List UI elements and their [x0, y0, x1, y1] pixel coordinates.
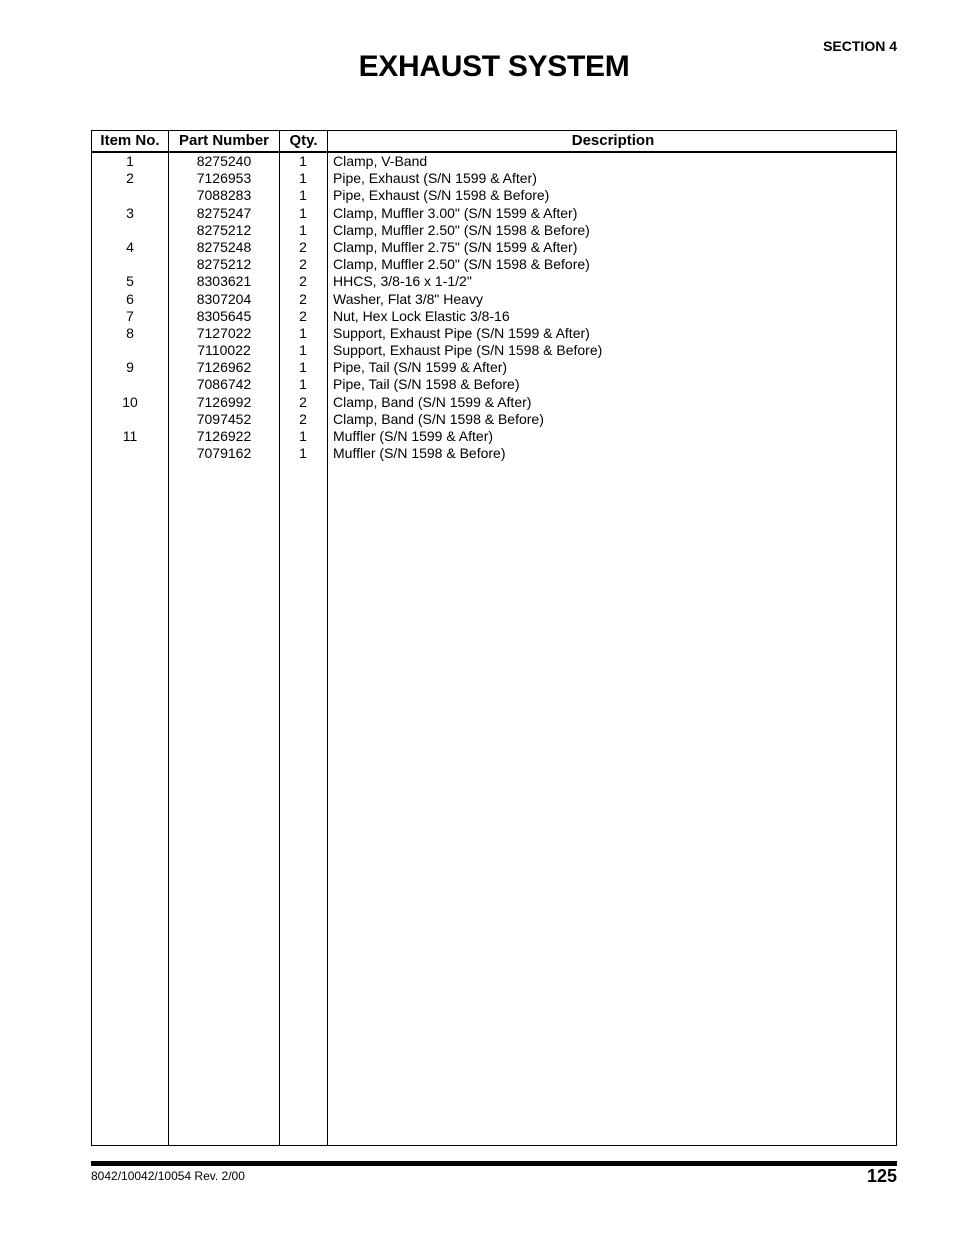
cell-part-number: 7079162 — [196, 445, 252, 462]
cell-part-number: 7126962 — [196, 359, 252, 376]
table-row — [92, 273, 896, 290]
table-row — [92, 394, 896, 411]
table-row — [92, 222, 896, 239]
cell-description: Clamp, Muffler 2.75" (S/N 1599 & After) — [333, 238, 578, 255]
doc-number: 8042/10042/10054 Rev. 2/00 — [91, 1169, 245, 1183]
table-row — [92, 187, 896, 204]
cell-item-no: 8 — [126, 324, 134, 341]
cell-qty: 1 — [299, 359, 307, 376]
cell-item-no: 2 — [126, 170, 134, 187]
cell-description: Washer, Flat 3/8" Heavy — [333, 290, 483, 307]
table-row — [92, 376, 896, 393]
cell-description: Pipe, Tail (S/N 1599 & After) — [333, 359, 508, 376]
cell-part-number: 8275212 — [196, 256, 252, 273]
cell-item-no: 1 — [126, 153, 134, 169]
table-header — [92, 131, 896, 153]
cell-qty: 1 — [299, 153, 307, 169]
cell-item-no: 6 — [126, 290, 134, 307]
cell-item-no: 10 — [122, 393, 138, 410]
cell-qty: 1 — [299, 428, 307, 444]
table-body — [92, 153, 896, 462]
cell-qty: 2 — [299, 393, 307, 410]
cell-qty: 2 — [299, 307, 307, 324]
header-description: Description — [571, 132, 655, 149]
footer-rule — [91, 1161, 897, 1166]
cell-part-number: 8305645 — [196, 307, 252, 324]
cell-qty: 2 — [299, 290, 307, 307]
table-row — [92, 153, 896, 170]
cell-part-number: 7127022 — [196, 324, 252, 341]
cell-part-number: 7097452 — [196, 410, 252, 427]
header-item-no: Item No. — [100, 132, 160, 149]
cell-description: Muffler (S/N 1598 & Before) — [333, 445, 506, 462]
page-title: EXHAUST SYSTEM — [358, 50, 630, 83]
cell-qty: 1 — [299, 324, 307, 341]
table-row — [92, 205, 896, 222]
cell-description: Pipe, Exhaust (S/N 1598 & Before) — [333, 187, 550, 204]
table-row — [92, 428, 896, 445]
cell-description: Support, Exhaust Pipe (S/N 1598 & Before) — [333, 342, 603, 359]
cell-description: HHCS, 3/8-16 x 1-1/2" — [333, 273, 472, 290]
cell-qty: 2 — [299, 410, 307, 427]
cell-description: Clamp, Muffler 3.00" (S/N 1599 & After) — [333, 204, 578, 221]
cell-part-number: 7126922 — [196, 428, 252, 444]
cell-part-number: 8275212 — [196, 221, 252, 238]
cell-description: Clamp, Band (S/N 1598 & Before) — [333, 410, 544, 427]
cell-description: Clamp, Muffler 2.50" (S/N 1598 & Before) — [333, 221, 590, 238]
cell-description: Nut, Hex Lock Elastic 3/8-16 — [333, 307, 510, 324]
cell-item-no: 4 — [126, 238, 134, 255]
cell-description: Clamp, Muffler 2.50" (S/N 1598 & Before) — [333, 256, 590, 273]
page-number: 125 — [866, 1166, 897, 1186]
cell-description: Pipe, Tail (S/N 1598 & Before) — [333, 376, 520, 393]
cell-part-number: 8275240 — [196, 153, 252, 169]
cell-part-number: 8307204 — [196, 290, 252, 307]
cell-item-no: 3 — [126, 204, 134, 221]
cell-description: Clamp, Band (S/N 1599 & After) — [333, 393, 532, 410]
cell-description: Clamp, V-Band — [333, 153, 428, 169]
table-row — [92, 411, 896, 428]
table-row — [92, 359, 896, 376]
cell-qty: 2 — [299, 256, 307, 273]
cell-part-number: 7088283 — [196, 187, 252, 204]
cell-qty: 1 — [299, 445, 307, 462]
table-row — [92, 170, 896, 187]
table-row — [92, 325, 896, 342]
cell-part-number: 7126992 — [196, 393, 252, 410]
cell-part-number: 8275247 — [196, 204, 252, 221]
header-part-number: Part Number — [178, 132, 270, 149]
cell-qty: 1 — [299, 170, 307, 187]
cell-qty: 2 — [299, 238, 307, 255]
table-row — [92, 291, 896, 308]
cell-qty: 1 — [299, 187, 307, 204]
section-label: SECTION 4 — [823, 38, 897, 54]
table-row — [92, 308, 896, 325]
parts-table — [91, 130, 897, 1146]
table-row — [92, 239, 896, 256]
cell-qty: 1 — [299, 221, 307, 238]
cell-part-number: 8275248 — [196, 238, 252, 255]
cell-qty: 2 — [299, 273, 307, 290]
cell-item-no: 9 — [126, 359, 134, 376]
header-qty: Qty. — [289, 132, 318, 149]
cell-part-number: 7110022 — [197, 342, 251, 359]
cell-item-no: 7 — [126, 307, 134, 324]
table-row — [92, 256, 896, 273]
table-row — [92, 342, 896, 359]
cell-qty: 1 — [299, 376, 307, 393]
table-row — [92, 445, 896, 462]
cell-qty: 1 — [299, 342, 307, 359]
cell-part-number: 7086742 — [196, 376, 252, 393]
cell-qty: 1 — [299, 204, 307, 221]
cell-part-number: 8303621 — [196, 273, 252, 290]
cell-item-no: 5 — [126, 273, 134, 290]
cell-item-no: 11 — [122, 428, 138, 444]
cell-description: Support, Exhaust Pipe (S/N 1599 & After) — [333, 324, 590, 341]
cell-description: Pipe, Exhaust (S/N 1599 & After) — [333, 170, 537, 187]
cell-description: Muffler (S/N 1599 & After) — [333, 428, 494, 444]
cell-part-number: 7126953 — [196, 170, 252, 187]
